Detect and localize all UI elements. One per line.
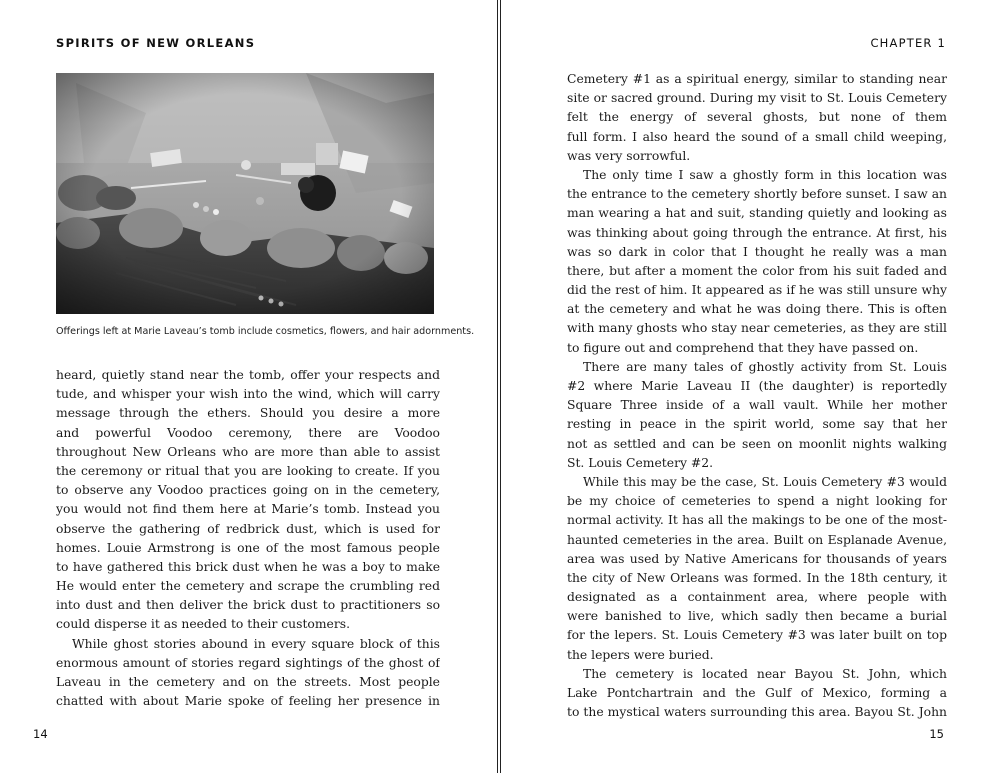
text-line: were banished to live, which sadly then became a burial (567, 609, 947, 624)
text-line: to figure out and comprehend that they have passed on. (567, 340, 919, 355)
text-line: Square Three inside of a wall vault. While her mother (567, 398, 947, 413)
text-line: be my choice of cemeteries to spend a night looking for (567, 494, 947, 509)
text-line: The cemetery is located near Bayou St. John, which (583, 666, 947, 681)
text-line: enormous amount of stories regard sightings of the ghost of (56, 655, 440, 670)
text-line: The only time I saw a ghostly form in this location was (583, 167, 947, 182)
photo-offerings-icon (56, 73, 434, 314)
text-line: into dust and then deliver the brick dust to practitioners so (56, 598, 440, 613)
text-line: chatted with about Marie spoke of feeling her presence in (56, 694, 440, 709)
text-line: designated as a containment area, where people with (567, 590, 947, 605)
text-line: haunted cemeteries in the area. Built on Esplanade Avenue, (567, 532, 947, 547)
text-line: normal activity. It has all the makings to be one of the most- (567, 513, 947, 528)
photo-caption: Offerings left at Marie Laveau’s tomb include cosmetics, flowers, and hair adornments. (56, 326, 475, 337)
text-line: Lake Pontchartrain and the Gulf of Mexico, forming a (567, 686, 947, 700)
text-line: was very sorrowful. (567, 148, 691, 163)
text-line: resting in peace in the spirit world, some say that her (567, 417, 947, 432)
right-page (500, 0, 1000, 773)
text-line: homes. Louie Armstrong is one of the most famous people (56, 540, 440, 555)
text-line: did the rest of him. It appeared as if he was still unsure why (567, 283, 947, 298)
text-line: Cemetery #1 as a spiritual energy, similar to standing near (567, 72, 947, 86)
text-line: was thinking about going through the entrance. At first, his (567, 225, 947, 240)
text-line: the lepers were buried. (567, 647, 714, 662)
text-line: site or sacred ground. During my visit to St. Louis Cemetery (567, 91, 947, 106)
text-line: There are many tales of ghostly activity from St. Louis (583, 359, 947, 374)
text-line: While this may be the case, St. Louis Cemetery #3 would (583, 474, 947, 489)
text-line: with many ghosts who stay near cemeteries, as they are still (567, 321, 947, 336)
text-line: and powerful Voodoo ceremony, there are Voodoo (56, 425, 440, 440)
text-line: to have gathered this brick dust when he was a boy to make (56, 559, 440, 574)
offerings-photo (56, 73, 434, 314)
text-line: there, but after a moment the color from his suit faded and (567, 263, 947, 278)
text-line: throughout New Orleans who are more than able to assist (56, 444, 440, 459)
body-text-right (567, 70, 947, 722)
text-line: the city of New Orleans was formed. In the 18th century, it (567, 570, 947, 585)
text-line: was so dark in color that I thought he really was a man (567, 244, 947, 259)
text-line: the entrance to the cemetery shortly before sunset. I saw an (567, 187, 947, 202)
text-line: While ghost stories abound in every square block of this (72, 636, 440, 651)
text-line: observe the gathering of redbrick dust, which is used for (56, 521, 440, 536)
running-head-right: CHAPTER 1 (870, 36, 946, 50)
text-line: message through the ethers. Should you desire a more (56, 406, 440, 421)
text-line: full form. I also heard the sound of a small child weeping, (567, 129, 947, 144)
running-head-left: SPIRITS OF NEW ORLEANS (56, 36, 256, 50)
text-line: area was used by Native Americans for thousands of years (567, 551, 947, 566)
page-number-right: 15 (929, 727, 944, 741)
text-line: to the mystical waters surrounding this area. Bayou St. John (567, 705, 947, 720)
text-line: the ceremony or ritual that you are looking to create. If you (56, 463, 440, 478)
text-line: at the cemetery and what he was doing there. This is often (567, 302, 947, 317)
text-line: heard, quietly stand near the tomb, offer your respects and (56, 368, 440, 382)
page-number-left: 14 (33, 727, 48, 741)
body-text-left (56, 366, 440, 711)
text-line: man wearing a hat and suit, standing quietly and looking as (567, 206, 947, 221)
text-line: could disperse it as needed to their customers. (56, 617, 351, 632)
text-line: tude, and whisper your wish into the wind, which will carry (56, 387, 440, 402)
text-line: you would not find them here at Marie’s tomb. Instead you (56, 502, 440, 517)
text-line: Laveau in the cemetery and on the streets. Most people (56, 675, 440, 689)
text-line: for the lepers. St. Louis Cemetery #3 was later built on top (567, 628, 947, 643)
text-line: felt the energy of several ghosts, but none of them (567, 110, 947, 125)
left-page (0, 0, 498, 773)
text-line: St. Louis Cemetery #2. (567, 455, 713, 470)
text-line: #2 where Marie Laveau II (the daughter) is reportedly (567, 379, 947, 393)
text-line: to observe any Voodoo practices going on in the cemetery, (56, 483, 440, 498)
text-line: He would enter the cemetery and scrape the crumbling red (56, 579, 440, 594)
text-line: not as settled and can be seen on moonlit nights walking (567, 436, 947, 451)
